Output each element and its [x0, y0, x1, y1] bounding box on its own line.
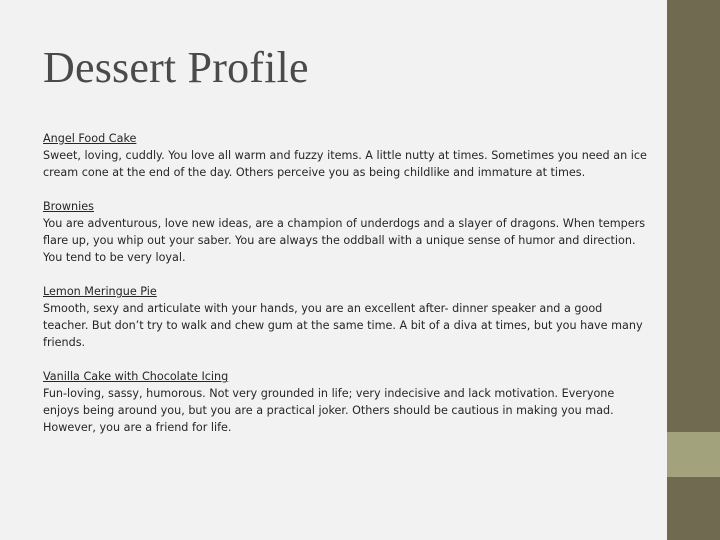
dessert-section-brownies	[43, 198, 648, 266]
sidebar-band-top	[667, 0, 720, 432]
section-heading: Brownies	[43, 200, 94, 213]
section-heading: Angel Food Cake	[43, 132, 137, 145]
section-body: You are adventurous, love new ideas, are a champion of underdogs and a slayer of dragons. When tempers flare up, you whip out your saber. You are always the oddball with a unique sense of humor and direction. You tend to be very loyal.	[43, 217, 646, 264]
sidebar-band-accent	[667, 432, 720, 477]
dessert-section-vanilla-cake	[43, 368, 648, 436]
section-body: Sweet, loving, cuddly. You love all warm and fuzzy items. A little nutty at times. Sometimes you need an ice cream cone at the end of the day. Others perceive you as being childlike and immature at times.	[43, 149, 647, 179]
section-heading: Vanilla Cake with Chocolate Icing	[43, 370, 229, 383]
section-body: Smooth, sexy and articulate with your hands, you are an excellent after- dinner speaker and a good teacher. But don’t try to walk and chew gum at the same time. A bit of a diva at times, but you have many friends.	[43, 302, 643, 349]
slide-content	[43, 130, 648, 453]
section-heading: Lemon Meringue Pie	[43, 285, 157, 298]
dessert-section-angel-food-cake	[43, 130, 648, 181]
decorative-sidebar	[667, 0, 720, 540]
section-body: Fun-loving, sassy, humorous. Not very grounded in life; very indecisive and lack motivation. Everyone enjoys being around you, but you are a practical joker. Others should be cautious in making you mad. However, you are a friend for life.	[43, 387, 615, 434]
slide-title: Dessert Profile	[43, 43, 309, 92]
sidebar-band-bottom	[667, 477, 720, 540]
dessert-section-lemon-meringue-pie	[43, 283, 648, 351]
